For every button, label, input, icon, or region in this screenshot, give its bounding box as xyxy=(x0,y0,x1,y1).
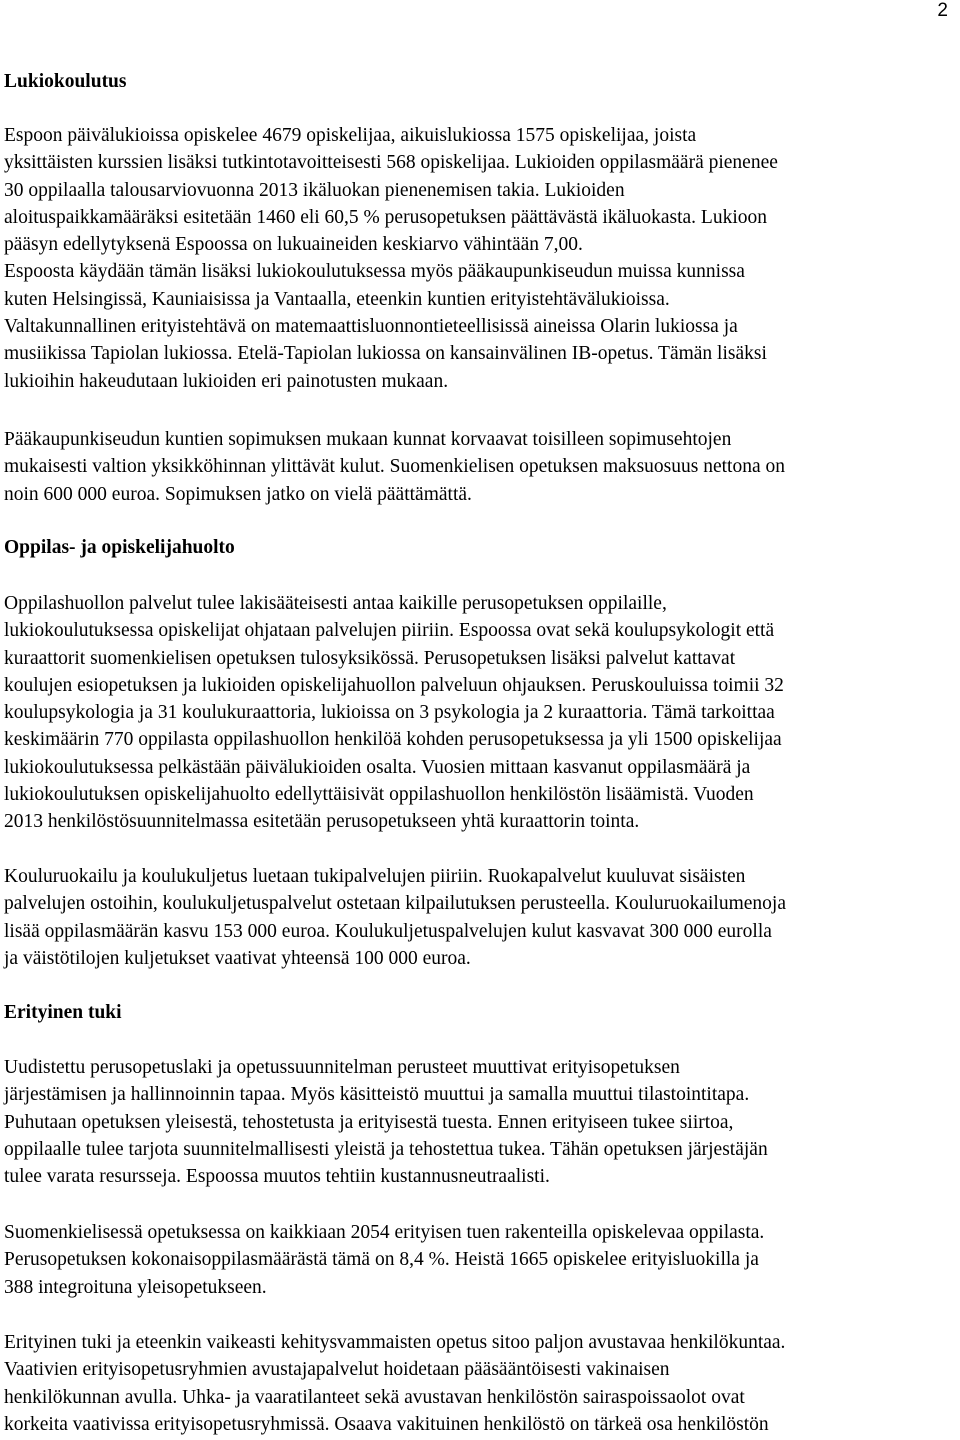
text-line: Vaativien erityisopetusryhmien avustajapalvelut hoidetaan pääsääntöisesti vakinaisen xyxy=(4,1359,670,1381)
text-line: Espoon päivälukioissa opiskelee 4679 opiskelijaa, aikuislukiossa 1575 opiskelijaa, joista xyxy=(4,125,697,146)
text-line: järjestämisen ja hallinnoinnin tapaa. Myös käsitteistö muuttui ja samalla muuttui tilastointitapa. xyxy=(4,1084,750,1106)
section-heading-lukiokoulutus: Lukiokoulutus xyxy=(4,71,127,92)
section-heading-erityinen-tuki: Erityinen tuki xyxy=(4,1002,122,1023)
text-line: palvelujen ostoihin, koulukuljetuspalvelut ostetaan kilpailutuksen perusteella. Kouluruokailumenoja xyxy=(4,893,786,915)
text-line: Erityinen tuki ja eteenkin vaikeasti kehitysvammaisten opetus sitoo paljon avustavaa henkilökuntaa. xyxy=(4,1332,786,1353)
text-line: Uudistettu perusopetuslaki ja opetussuunnitelman perusteet muuttivat erityisopetuksen xyxy=(4,1057,680,1078)
text-line: lukiokoulutuksen opiskelijahuolto edellyttäisivät oppilashuollon henkilöstön lisäämistä. Vuoden xyxy=(4,784,754,806)
text-line: tulee varata resursseja. Espoossa muutos tehtiin kustannusneutraalisti. xyxy=(4,1166,550,1188)
text-line: yksittäisten kurssien lisäksi tutkintotavoitteisesti 568 opiskelijaa. Lukioiden oppilasmäärä pienenee xyxy=(4,152,778,174)
text-line: noin 600 000 euroa. Sopimuksen jatko on vielä päättämättä. xyxy=(4,483,472,505)
paragraph xyxy=(4,590,948,836)
text-line: lukiokoulutuksessa opiskelijat ohjataan palvelujen piiriin. Espoossa ovat sekä koulupsykologit että xyxy=(4,620,775,642)
text-line: korkeita vaativissa erityisopetusryhmissä. Osaava vakituinen henkilöstö on tärkeä osa henkilöstön xyxy=(4,1413,769,1435)
text-line: Espoosta käydään tämän lisäksi lukiokoulutuksessa myös pääkaupunkiseudun muissa kunnissa xyxy=(4,261,745,283)
paragraph xyxy=(4,426,948,508)
text-line: kuraattorit suomenkielisen opetuksen tulosyksikössä. Perusopetuksen lisäksi palvelut kattavat xyxy=(4,647,736,669)
text-line: oppilaalle tulee tarjota suunnitelmallisesti yleistä ja tehostettua tukea. Tähän opetuksen järjestäjän xyxy=(4,1138,768,1160)
text-line: mukaisesti valtion yksikköhinnan ylittävät kulut. Suomenkielisen opetuksen maksuosuus nettona on xyxy=(4,456,785,478)
text-line: musiikissa Tapiolan lukiossa. Etelä-Tapiolan lukiossa on kansainvälinen IB-opetus. Tämän lisäksi xyxy=(4,343,767,365)
text-line: Perusopetuksen kokonaisoppilasmäärästä tämä on 8,4 %. Heistä 1665 opiskelee erityisluokilla ja xyxy=(4,1249,759,1271)
text-line: 2013 henkilöstösuunnitelmassa esitetään perusopetukseen yhtä kuraattorin tointa. xyxy=(4,811,640,833)
section-heading-oppilashuolto: Oppilas- ja opiskelijahuolto xyxy=(4,537,235,558)
page-number: 2 xyxy=(937,0,948,21)
text-line: Pääkaupunkiseudun kuntien sopimuksen mukaan kunnat korvaavat toisilleen sopimusehtojen xyxy=(4,429,732,450)
text-line: ja väistötilojen kuljetukset vaativat yhteensä 100 000 euroa. xyxy=(4,947,471,969)
text-line: Valtakunnallinen erityistehtävä on matemaattisluonnontieteellisissä aineissa Olarin lukiossa ja xyxy=(4,316,738,338)
text-line: koulupsykologia ja 31 koulukuraattoria, lukioissa on 3 psykologia ja 2 kuraattoria. Tämä tarkoittaa xyxy=(4,702,775,724)
text-line: lisää oppilasmäärän kasvu 153 000 euroa. Koulukuljetuspalvelujen kulut kasvavat 300 000 eurolla xyxy=(4,920,772,942)
text-line: 30 oppilaalla talousarviovuonna 2013 ikäluokan pienenemisen takia. Lukioiden xyxy=(4,179,625,201)
text-line: Suomenkielisessä opetuksessa on kaikkiaan 2054 erityisen tuen rakenteilla opiskelevaa oppilasta. xyxy=(4,1222,765,1243)
text-line: kuten Helsingissä, Kauniaisissa ja Vantaalla, eteenkin kuntien erityistehtävälukioissa. xyxy=(4,288,670,310)
text-line: 388 integroituna yleisopetukseen. xyxy=(4,1276,267,1298)
text-line: koulujen esiopetuksen ja lukioiden opiskelijahuollon palveluun ohjauksen. Peruskouluissa toimii 32 xyxy=(4,674,784,696)
text-line: lukiokoulutuksessa pelkästään päivälukioiden osalta. Vuosien mittaan kasvanut oppilasmäärä ja xyxy=(4,756,751,778)
paragraph xyxy=(4,1329,948,1438)
text-line: aloituspaikkamääräksi esitetään 1460 eli 60,5 % perusopetuksen päättävästä ikäluokasta. Lukioon xyxy=(4,206,767,228)
paragraph xyxy=(4,122,948,395)
text-line: Puhutaan opetuksen yleisestä, tehostetusta ja erityisestä tuesta. Ennen erityiseen tukee siirtoa, xyxy=(4,1111,734,1133)
paragraph xyxy=(4,863,948,972)
text-line: lukioihin hakeudutaan lukioiden eri painotusten mukaan. xyxy=(4,370,449,392)
text-line: Oppilashuollon palvelut tulee lakisääteisesti antaa kaikille perusopetuksen oppilaille, xyxy=(4,593,667,614)
paragraph xyxy=(4,1219,948,1301)
paragraph xyxy=(4,1054,948,1190)
text-line: pääsyn edellytyksenä Espoossa on lukuaineiden keskiarvo vähintään 7,00. xyxy=(4,234,583,256)
text-line: Kouluruokailu ja koulukuljetus luetaan tukipalvelujen piiriin. Ruokapalvelut kuuluvat sisäisten xyxy=(4,866,746,887)
text-line: keskimäärin 770 oppilasta oppilashuollon henkilöä kohden perusopetuksessa ja yli 1500 opiskelijaa xyxy=(4,729,782,751)
text-line: henkilökunnan avulla. Uhka- ja vaaratilanteet sekä avustavan henkilöstön sairaspoissaolot ovat xyxy=(4,1386,745,1408)
